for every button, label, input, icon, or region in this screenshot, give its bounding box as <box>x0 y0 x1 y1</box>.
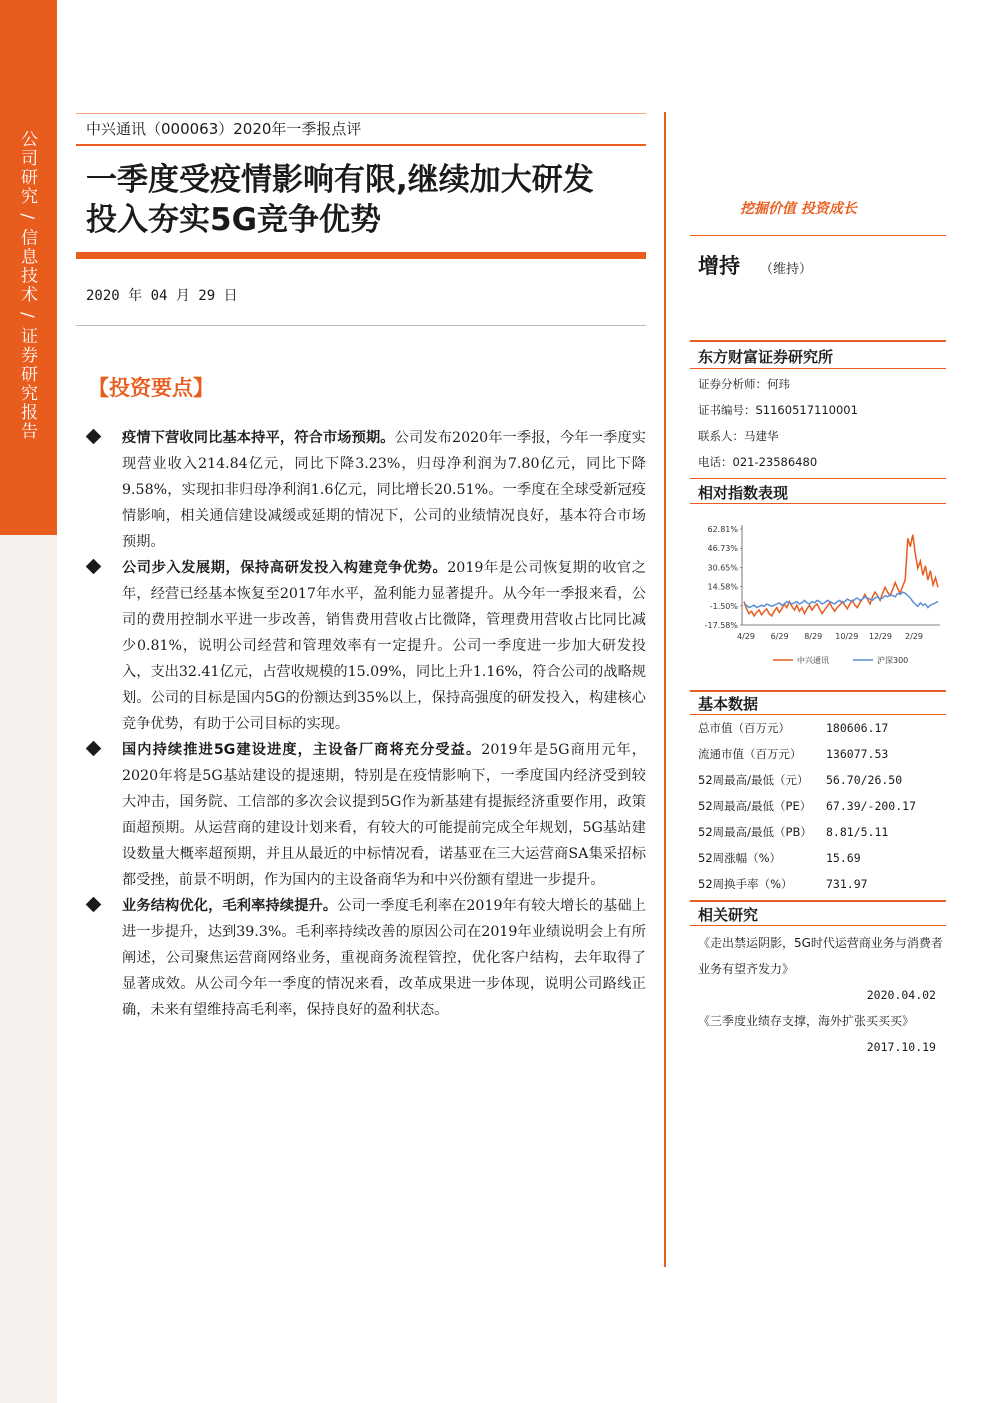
y-tick-label: 46.73% <box>707 544 738 554</box>
data-key: 流通市值（百万元） <box>698 747 802 761</box>
section-title: 【投资要点】 <box>88 376 214 400</box>
y-tick-label: 14.58% <box>707 582 738 592</box>
bullet-2 <box>86 555 646 737</box>
data-value: 180606.17 <box>826 721 889 735</box>
bullet-body: 2019年是公司恢复期的收官之年，经营已经基本恢复至2017年水平，盈利能力显著提升。从今年一季报来看，公司的费用控制水平进一步改善，销售费用营收占比微降，管理费用营收占比同比减少0.81%，说明公司经营和管理效率有一定提升。公司一季度进一步加大研发投入，支出32.41亿元，占营收规模的15.09%，同比上升1.16%，符合公司的战略规划。公司的目标是国内5G的份额达到35%以上，保持高强度的研发投入，构建核心竞争优势，有助于公司目标的实现。 <box>122 560 646 732</box>
data-row <box>698 715 948 741</box>
report-id: 中兴通讯（000063）2020年一季报点评 <box>86 120 362 138</box>
investment-points <box>86 425 646 1023</box>
bullet-lead: 国内持续推进5G建设进度，主设备厂商将充分受益。 <box>122 742 482 758</box>
bullet-4 <box>86 893 646 1023</box>
basic-rule-top <box>690 690 946 692</box>
data-row <box>698 819 948 845</box>
series-line-hs300 <box>744 592 938 608</box>
data-key: 52周最高/最低（元） <box>698 773 809 787</box>
related-rule-top <box>690 900 946 902</box>
data-key: 52周涨幅（%） <box>698 851 782 865</box>
x-tick-label: 12/29 <box>868 632 892 641</box>
bullet-body: 2019年是5G商用元年，2020年将是5G基站建设的提速期，特别是在疫情影响下，一季度国内经济受到较大冲击，国务院、工信部的多次会议提到5G作为新基建有提振经济重要作用，政策面超预期。从运营商的建设计划来看，有较大的可能提前完成全年规划，5G基站建设数量大概率超预期，并且从最近的中标情况看，诺基亚在三大运营商SA集采招标都受挫，前景不明朗，作为国内的主设备商华为和中兴份额有望进一步提升。 <box>122 742 646 888</box>
related-title[interactable]: 《三季度业绩存支撑，海外扩张买买买》 <box>698 1014 915 1028</box>
diamond-bullet-icon <box>86 429 102 445</box>
diamond-bullet-icon <box>86 559 102 575</box>
data-key: 52周最高/最低（PE） <box>698 799 812 813</box>
report-date: 2020 年 04 月 29 日 <box>86 288 238 304</box>
data-value: 8.81/5.11 <box>826 825 889 839</box>
data-value: 15.69 <box>826 851 861 865</box>
contact: 联系人：马建华 <box>698 429 779 443</box>
side-category-label: 公司研究 / 信息技术 / 证券研究报告 <box>17 130 37 442</box>
series-line-zte <box>744 535 938 616</box>
diamond-bullet-icon <box>86 897 102 913</box>
bullet-body: 公司一季度毛利率在2019年有较大增长的基础上进一步提升，达到39.3%。毛利率持续改善的原因公司在2019年业绩说明会上有所阐述，公司聚焦运营商网络业务，重视商务流程管控，优化客户结构，去年取得了显著成效。从公司今年一季度的情况来看，改革成果进一步体现，说明公司路线正确，未来有望维持高毛利率，保持良好的盈利状态。 <box>122 898 646 1018</box>
data-key: 总市值（百万元） <box>698 721 790 735</box>
institute-name: 东方财富证券研究所 <box>698 348 834 366</box>
title-bar <box>76 252 646 259</box>
y-tick-label: -17.58% <box>704 621 738 630</box>
chart-rule-top <box>690 478 946 479</box>
y-tick-label: 62.81% <box>707 525 738 534</box>
side-band <box>0 0 57 1403</box>
x-tick-label: 4/29 <box>737 632 755 641</box>
data-value: 136077.53 <box>826 747 889 761</box>
x-tick-label: 6/29 <box>770 632 789 641</box>
data-row <box>698 767 948 793</box>
x-tick-label: 10/29 <box>835 632 859 641</box>
related-date: 2020.04.02 <box>866 988 936 1002</box>
data-row <box>698 741 948 767</box>
data-row <box>698 845 948 871</box>
title-line-2: 投入夯实5G竞争优势 <box>86 202 382 238</box>
report-title <box>86 160 646 240</box>
bullet-3 <box>86 737 646 893</box>
basic-heading: 基本数据 <box>698 695 759 713</box>
phone: 电话：021-23586480 <box>698 455 818 469</box>
related-research <box>698 930 948 1060</box>
slogan-rule <box>690 235 946 236</box>
basic-data-table <box>698 715 948 897</box>
x-tick-label: 2/29 <box>905 632 923 641</box>
related-rule-bottom <box>690 925 946 926</box>
bullet-lead: 业务结构优化，毛利率持续提升。 <box>122 898 338 914</box>
data-row <box>698 871 948 897</box>
related-heading: 相关研究 <box>698 906 759 924</box>
related-title[interactable]: 《走出禁运阴影，5G时代运营商业务与消费者业务有望齐发力》 <box>698 936 943 976</box>
title-line-1: 一季度受疫情影响有限,继续加大研发 <box>86 162 594 198</box>
legend-label: 中兴通讯 <box>797 656 829 665</box>
data-value: 56.70/26.50 <box>826 773 903 787</box>
institute-rule <box>690 340 946 342</box>
analyst: 证券分析师：何玮 <box>698 377 790 391</box>
column-divider <box>664 112 666 1267</box>
data-value: 67.39/-200.17 <box>826 799 917 813</box>
legend-label: 沪深300 <box>877 656 909 665</box>
data-key: 52周换手率（%） <box>698 877 793 891</box>
diamond-bullet-icon <box>86 741 102 757</box>
institute-rule-bottom <box>690 368 946 369</box>
bullet-1 <box>86 425 646 555</box>
data-key: 52周最高/最低（PB） <box>698 825 812 839</box>
relative-index-chart <box>698 515 948 675</box>
header-rule-sub <box>76 144 646 146</box>
bullet-body: 公司发布2020年一季报，今年一季度实现营业收入214.84亿元，同比下降3.23%，归母净利润为7.80亿元，同比下降9.58%，实现扣非归母净利润1.6亿元，同比增长20.51%。一季度在全球受新冠疫情影响，相关通信建设减缓或延期的情况下，公司的业绩情况良好，基本符合市场预期。 <box>122 430 646 550</box>
date-rule <box>76 325 646 326</box>
rating-note: （维持） <box>760 262 813 277</box>
bullet-lead: 公司步入发展期，保持高研发投入构建竞争优势。 <box>122 560 448 576</box>
related-date: 2017.10.19 <box>866 1040 936 1054</box>
x-tick-label: 8/29 <box>804 632 823 641</box>
data-row <box>698 793 948 819</box>
rating: 增持 <box>698 254 740 278</box>
slogan: 挖掘价值 投资成长 <box>740 201 857 217</box>
y-tick-label: -1.50% <box>709 601 738 611</box>
header-rule-top <box>76 113 646 114</box>
data-value: 731.97 <box>826 877 868 891</box>
y-tick-label: 30.65% <box>707 563 738 573</box>
bullet-lead: 疫情下营收同比基本持平，符合市场预期。 <box>122 430 395 446</box>
chart-rule-bottom <box>690 503 946 504</box>
chart-heading: 相对指数表现 <box>698 484 789 502</box>
cert-number: 证书编号：S1160517110001 <box>698 403 858 417</box>
